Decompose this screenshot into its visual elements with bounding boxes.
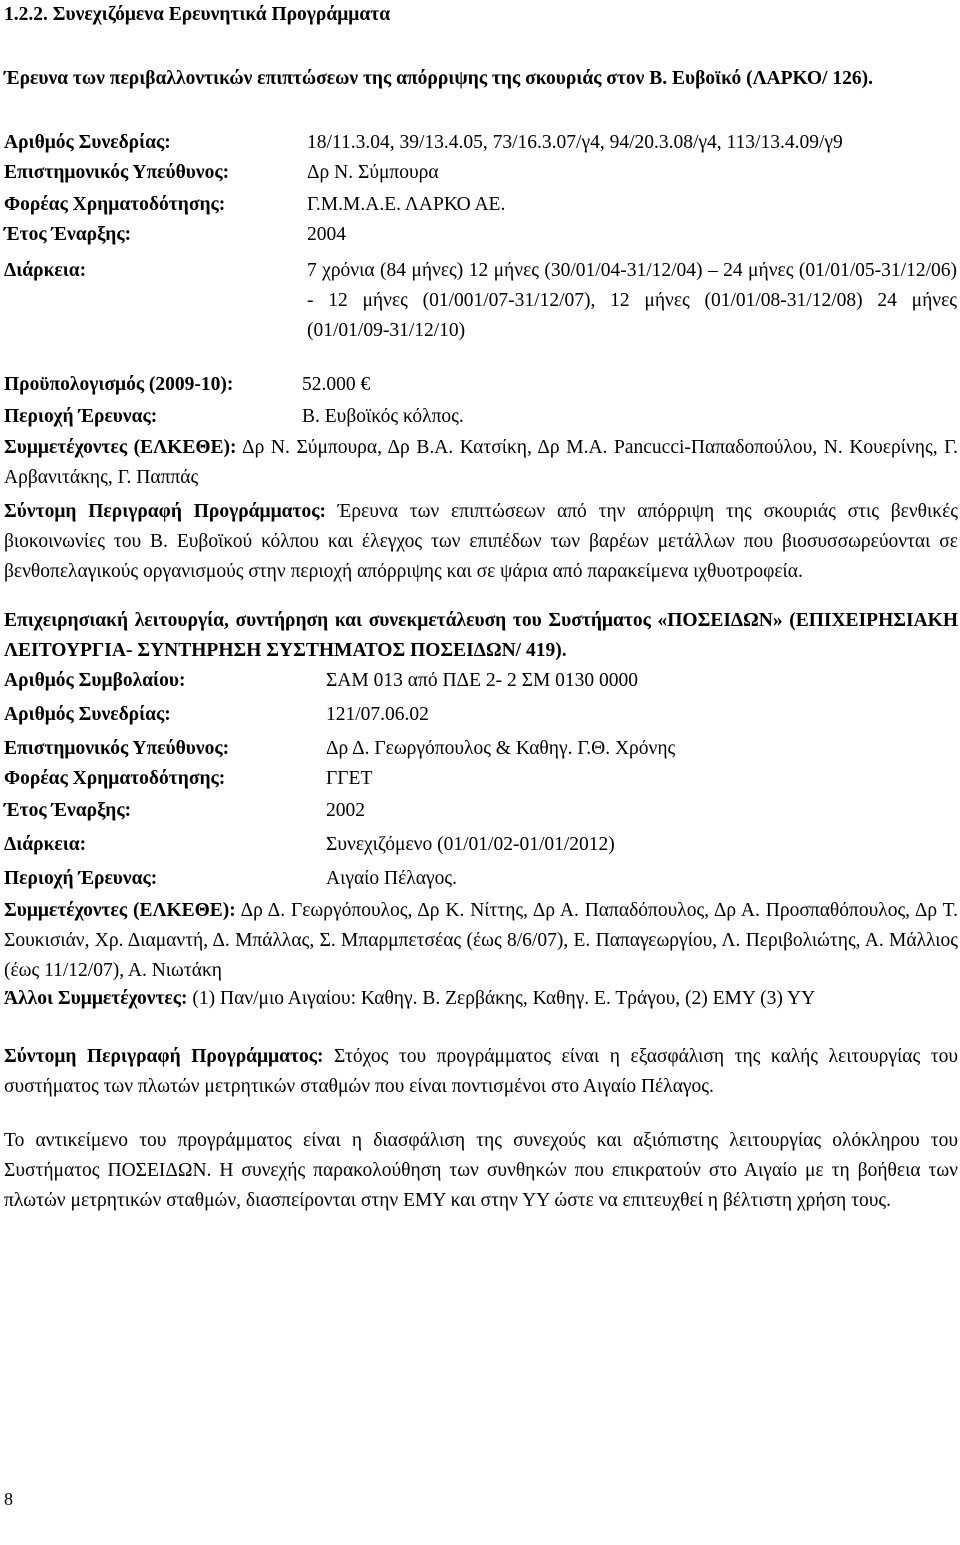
program2-title: Επιχειρησιακή λειτουργία, συντήρηση και συνεκμετάλευση του Συστήματος «ΠΟΣΕΙΔΩΝ» (ΕΠΙΧΕΙΡΗΣΙΑΚΗ ΛΕΙΤΟΥΡΓΙΑ- ΣΥΝΤΗΡΗΣΗ ΣΥΣΤΗΜΑΤΟΣ ΠΟΣΕΙΔΩΝ/ 419).	[4, 610, 958, 661]
program1-title: Έρευνα των περιβαλλοντικών επιπτώσεων της απόρριψης της σκουριάς στον Β. Ευβοϊκό (ΛΑΡΚΟ/ 126).	[4, 68, 873, 89]
program1-budget-label: Προϋπολογισμός (2009-10):	[4, 374, 234, 395]
program2-participants	[4, 896, 958, 986]
program2-funder-label: Φορέας Χρηματοδότησης:	[4, 768, 226, 789]
program1-meeting-label: Αριθμός Συνεδρίας:	[4, 132, 171, 153]
program1-scientist-value: Δρ Ν. Σύμπουρα	[307, 162, 439, 183]
program2-contract-value: ΣΑΜ 013 από ΠΔΕ 2- 2 ΣΜ 0130 0000	[326, 670, 639, 691]
program2-area-label: Περιοχή Έρευνας:	[4, 868, 158, 889]
program2-meeting-label: Αριθμός Συνεδρίας:	[4, 704, 171, 725]
program2-paragraph: Το αντικείμενο του προγράμματος είναι η διασφάλιση της συνεχούς και αξιόπιστης λειτουργίας ολόκληρου του Συστήματος ΠΟΣΕΙΔΩΝ. Η συνεχής παρακολούθηση των συνθηκών που επικρατούν στο Αιγαίο με τη βοήθεια των πλωτών μετρητικών σταθμών, διασπείρονται στην ΕΜΥ και στην ΥΥ ώστε να επιτευχθεί η βέλτιστη χρήση τους.	[4, 1130, 958, 1211]
program2-participants-label: Συμμετέχοντες (ΕΛΚΕΘΕ):	[4, 900, 236, 921]
program2-participants-value: Δρ Δ. Γεωργόπουλος, Δρ Κ. Νίττης, Δρ Α. Παπαδόπουλος, Δρ Α. Προσπαθόπουλος, Δρ Τ. Σουκισιάν, Χρ. Διαμαντή, Δ. Μπάλλας, Σ. Μπαρμπετσέας (έως 8/6/07), Ε. Παπαγεωργίου, Λ. Περιβολιώτης, Α. Μάλλιος (έως 11/12/07), Α. Νιωτάκη	[4, 900, 958, 981]
program2-description	[4, 1042, 958, 1102]
program2-duration-value: Συνεχιζόμενο (01/01/02-01/01/2012)	[326, 834, 615, 855]
program1-area-label: Περιοχή Έρευνας:	[4, 406, 158, 427]
program2-description-value: Στόχος του προγράμματος είναι η εξασφάλιση της καλής λειτουργίας του συστήματος των πλωτών μετρητικών σταθμών που είναι ποντισμένοι στο Αιγαίο Πέλαγος.	[4, 1046, 959, 1097]
program1-duration-value: 7 χρόνια (84 μήνες) 12 μήνες (30/01/04-31/12/04) – 24 μήνες (01/01/05-31/12/06) - 12 μήνες (01/001/07-31/12/07), 12 μήνες (01/01/08-31/12/08) 24 μήνες (01/01/09-31/12/10)	[307, 260, 957, 341]
section-heading: 1.2.2. Συνεχιζόμενα Ερευνητικά Προγράμματα	[4, 4, 391, 25]
program1-scientist-label: Επιστημονικός Υπεύθυνος:	[4, 162, 230, 183]
program1-area-value: Β. Ευβοϊκός κόλπος.	[302, 406, 464, 427]
program1-meeting-value: 18/11.3.04, 39/13.4.05, 73/16.3.07/γ4, 94/20.3.08/γ4, 113/13.4.09/γ9	[307, 132, 843, 153]
program2-others-label: Άλλοι Συμμετέχοντες:	[4, 988, 188, 1009]
program1-participants-value: Δρ Ν. Σύμπουρα, Δρ Β.Α. Κατσίκη, Δρ Μ.Α. Pancucci-Παπαδοπούλου, Ν. Κουερίνης, Γ. Αρβανιτάκης, Γ. Παππάς	[4, 437, 958, 488]
program2-funder-value: ΓΓΕΤ	[326, 768, 373, 789]
program2-start-label: Έτος Έναρξης:	[4, 800, 132, 821]
program1-participants-label: Συμμετέχοντες (ΕΛΚΕΘΕ):	[4, 437, 237, 458]
program1-description	[4, 497, 958, 587]
page-number: 8	[4, 1489, 13, 1509]
program2-start-value: 2002	[326, 800, 365, 821]
program2-description-label: Σύντομη Περιγραφή Προγράμματος:	[4, 1046, 324, 1067]
program2-contract-label: Αριθμός Συμβολαίου:	[4, 670, 186, 691]
program2-others-value: (1) Παν/μιο Αιγαίου: Καθηγ. Β. Ζερβάκης, Καθηγ. Ε. Τράγου, (2) ΕΜΥ (3) ΥΥ	[192, 988, 816, 1009]
program1-start-label: Έτος Έναρξης:	[4, 224, 132, 245]
program2-others	[4, 984, 958, 1014]
program1-funder-value: Γ.Μ.Μ.Α.Ε. ΛΑΡΚΟ ΑΕ.	[307, 194, 506, 215]
program2-area-value: Αιγαίο Πέλαγος.	[326, 868, 457, 889]
program2-scientist-label: Επιστημονικός Υπεύθυνος:	[4, 738, 230, 759]
program1-description-value: Έρευνα των επιπτώσεων από την απόρριψη της σκουριάς στις βενθικές βιοκοινωνίες του Β. Ευβοϊκού κόλπου και έλεγχος των επιπέδων των βαρέων μετάλλων που βιοσυσσωρεύονται σε βενθοπελαγικούς οργανισμούς στην περιοχή απόρριψης και σε ψάρια από παρακείμενα ιχθυοτροφεία.	[4, 501, 958, 582]
program2-scientist-value: Δρ Δ. Γεωργόπουλος & Καθηγ. Γ.Θ. Χρόνης	[326, 738, 676, 759]
program2-meeting-value: 121/07.06.02	[326, 704, 429, 725]
program1-funder-label: Φορέας Χρηματοδότησης:	[4, 194, 226, 215]
program1-description-label: Σύντομη Περιγραφή Προγράμματος:	[4, 501, 326, 522]
program1-participants	[4, 433, 958, 493]
program1-duration-label: Διάρκεια:	[4, 260, 87, 281]
program1-budget-value: 52.000 €	[302, 374, 371, 395]
program2-duration-label: Διάρκεια:	[4, 834, 87, 855]
program1-start-value: 2004	[307, 224, 346, 245]
